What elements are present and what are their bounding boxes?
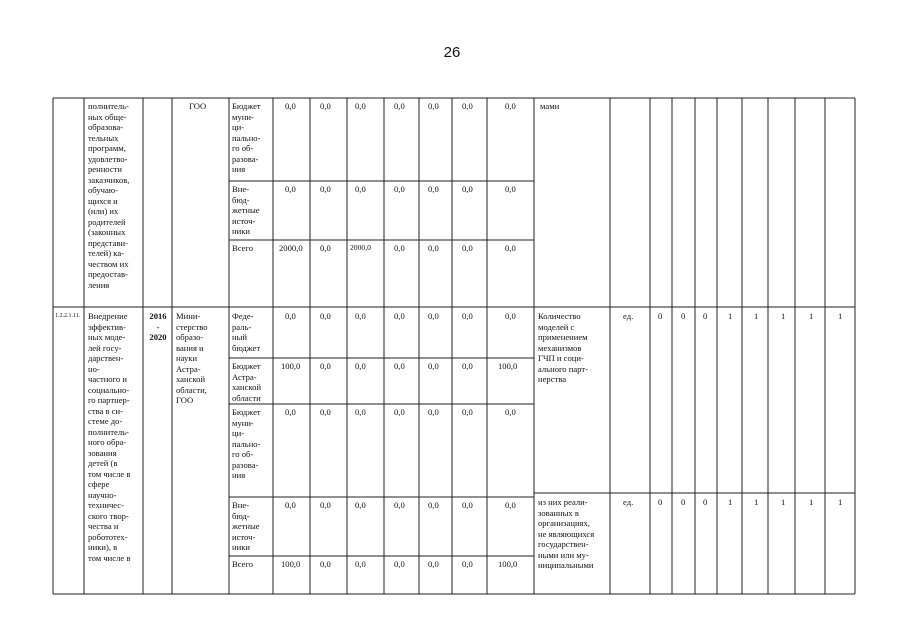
measure-text-a: полнитель- ных обще- образова- тельных программ, удовлетво- ренности заказчиков, обучаю- щихся и (или) их родителей (законных представи- телей) ка- чеством их предостав- ления <box>88 101 130 290</box>
value-cell: 0,0 <box>505 407 516 417</box>
value-cell: 0,0 <box>394 101 405 111</box>
page-number: 26 <box>443 44 461 61</box>
value-cell: 2000,0 <box>350 243 371 252</box>
value-cell: 0,0 <box>394 361 405 371</box>
indicator-value: 1 <box>838 311 843 321</box>
value-cell: 0,0 <box>428 243 439 253</box>
indicator-value: 0 <box>681 311 686 321</box>
value-cell: 0,0 <box>355 184 366 194</box>
value-cell: 0,0 <box>320 243 331 253</box>
value-cell: 0,0 <box>320 311 331 321</box>
value-cell: 0,0 <box>428 311 439 321</box>
indicator-text-a: мами <box>540 101 560 111</box>
funding-source-b-1: Бюджет Астра- ханской области <box>232 361 262 403</box>
value-cell: 0,0 <box>285 407 296 417</box>
value-cell: 0,0 <box>462 559 473 569</box>
value-cell: 0,0 <box>462 500 473 510</box>
value-cell: 0,0 <box>285 500 296 510</box>
value-cell: 0,0 <box>428 407 439 417</box>
value-cell: 0,0 <box>355 500 366 510</box>
unit-cell: ед. <box>623 311 634 321</box>
value-cell: 0,0 <box>320 361 331 371</box>
value-cell: 0,0 <box>355 311 366 321</box>
funding-source-b-0: Феде- раль- ный бюджет <box>232 311 261 353</box>
indicator-value: 0 <box>658 311 663 321</box>
indicator-value: 0 <box>703 311 708 321</box>
value-cell: 2000,0 <box>279 243 303 253</box>
value-cell: 100,0 <box>281 361 301 371</box>
value-cell: 0,0 <box>428 184 439 194</box>
value-cell: 0,0 <box>394 184 405 194</box>
value-cell: 0,0 <box>355 101 366 111</box>
value-cell: 0,0 <box>462 243 473 253</box>
indicator-value: 1 <box>754 497 759 507</box>
indicator-value: 1 <box>728 311 733 321</box>
value-cell: 0,0 <box>320 500 331 510</box>
indicator-value: 0 <box>658 497 663 507</box>
value-cell: 0,0 <box>505 243 516 253</box>
indicator-text-b-0: Количество моделей с применением механизмов ГЧП и соци- ального парт- нерства <box>538 311 588 384</box>
value-cell: 100,0 <box>498 361 518 371</box>
indicator-value: 1 <box>754 311 759 321</box>
value-cell: 0,0 <box>320 184 331 194</box>
value-cell: 0,0 <box>428 101 439 111</box>
funding-source-b-4: Всего <box>232 559 254 569</box>
value-cell: 0,0 <box>428 361 439 371</box>
value-cell: 0,0 <box>505 184 516 194</box>
value-cell: 0,0 <box>505 311 516 321</box>
funding-source-b-2: Бюджет муни- ци- пально- го об- разова- ния <box>232 407 261 480</box>
value-cell: 0,0 <box>462 311 473 321</box>
indicator-value: 1 <box>809 497 814 507</box>
value-cell: 0,0 <box>428 559 439 569</box>
value-cell: 0,0 <box>505 101 516 111</box>
indicator-value: 1 <box>809 311 814 321</box>
indicator-value: 1 <box>838 497 843 507</box>
value-cell: 0,0 <box>355 407 366 417</box>
value-cell: 0,0 <box>462 184 473 194</box>
value-cell: 0,0 <box>355 361 366 371</box>
value-cell: 0,0 <box>394 500 405 510</box>
value-cell: 0,0 <box>394 243 405 253</box>
value-cell: 0,0 <box>394 407 405 417</box>
indicator-value: 1 <box>781 497 786 507</box>
indicator-value: 0 <box>703 497 708 507</box>
value-cell: 0,0 <box>285 101 296 111</box>
indicator-value: 0 <box>681 497 686 507</box>
value-cell: 0,0 <box>320 559 331 569</box>
executor-b: Мини- стерство образо- вания и науки Астра- ханской области, ГОО <box>176 311 208 405</box>
value-cell: 0,0 <box>394 311 405 321</box>
value-cell: 100,0 <box>281 559 301 569</box>
funding-source-a-0: Бюджет муни- ци- пально- го об- разова- ния <box>232 101 261 174</box>
indicator-text-b-1: из них реали- зованных в организациях, не являющихся государствен- ными или му- ниципальными <box>538 497 595 570</box>
value-cell: 0,0 <box>394 559 405 569</box>
measure-text-b: Внедрение эффектив- ных моде- лей госу- дарствен- но- частного и социально- го партнер- ства в си- стеме до- полнитель- ного обра- зования детей (в том числе в сфере научно- техничес- ского твор- чества и робототех- ники), в том числе в <box>88 311 131 563</box>
executor-a: ГОО <box>189 101 207 111</box>
value-cell: 0,0 <box>462 361 473 371</box>
indicator-value: 1 <box>781 311 786 321</box>
value-cell: 0,0 <box>320 101 331 111</box>
row-code: 1.2.2.1.11. <box>55 313 81 319</box>
value-cell: 0,0 <box>320 407 331 417</box>
funding-source-a-2: Всего <box>232 243 254 253</box>
value-cell: 0,0 <box>505 500 516 510</box>
value-cell: 100,0 <box>498 559 518 569</box>
value-cell: 0,0 <box>285 311 296 321</box>
value-cell: 0,0 <box>355 559 366 569</box>
value-cell: 0,0 <box>285 184 296 194</box>
indicator-value: 1 <box>728 497 733 507</box>
years: 2016 - 2020 <box>149 311 167 342</box>
funding-source-a-1: Вне- бюд- жетные источ- ники <box>232 184 260 236</box>
funding-source-b-3: Вне- бюд- жетные источ- ники <box>232 500 260 552</box>
value-cell: 0,0 <box>428 500 439 510</box>
value-cell: 0,0 <box>462 407 473 417</box>
value-cell: 0,0 <box>462 101 473 111</box>
unit-cell: ед. <box>623 497 634 507</box>
